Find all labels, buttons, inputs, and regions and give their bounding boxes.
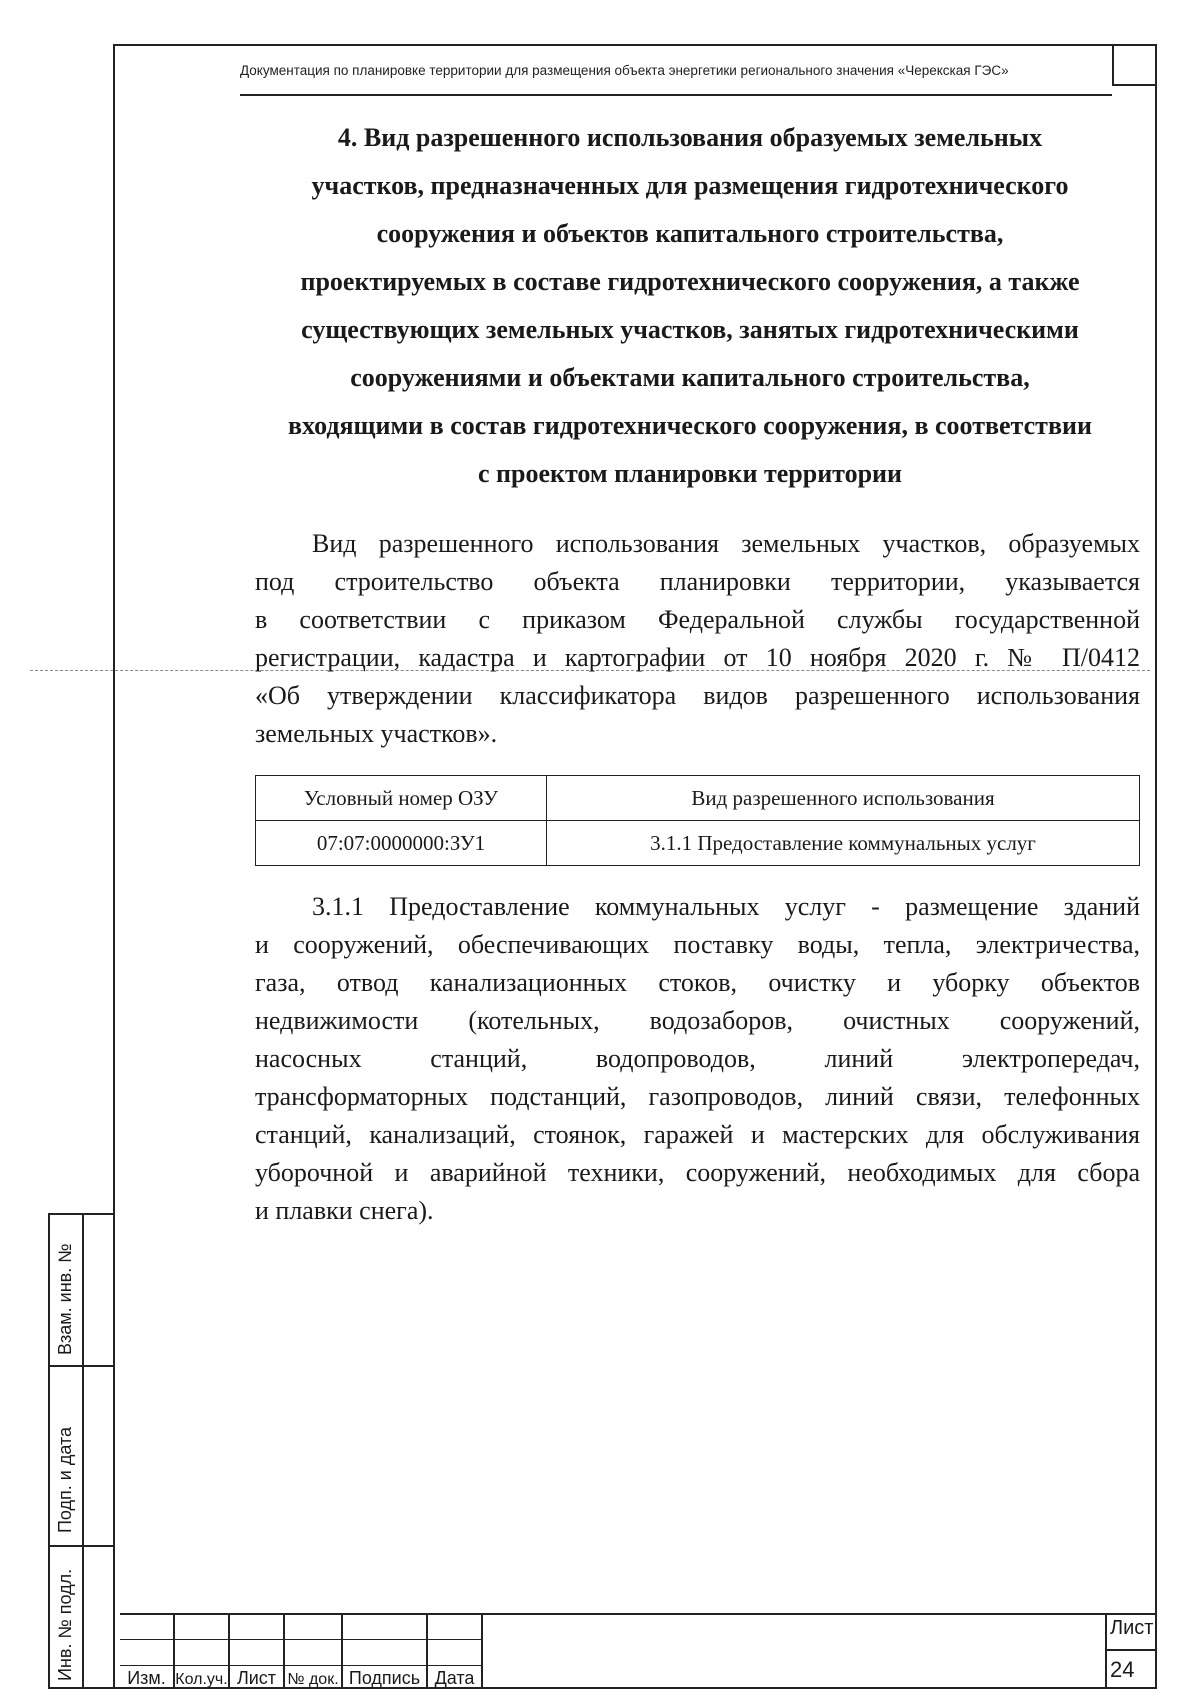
table-header-cell: Условный номер ОЗУ <box>256 776 547 821</box>
side-stamp <box>48 1213 113 1689</box>
paragraph-line: земельных участков». <box>255 719 498 748</box>
title-line: участков, предназначенных для размещения гидротехнического <box>311 171 1069 200</box>
stamp-row-divider <box>120 1639 483 1640</box>
side-label-podp: Подп. и дата <box>55 1426 75 1533</box>
stamp-label-list: Лист <box>236 1668 277 1688</box>
title-line: проектируемых в составе гидротехнического сооружения, а также <box>300 267 1080 296</box>
document-header: Документация по планировке территории для размещения объекта энергетики регионального значения «Черекская ГЭС» <box>240 63 1009 78</box>
paragraph-line: в соответствии с приказом Федеральной службы государственной <box>255 605 1140 634</box>
title-line: входящими в состав гидротехнического сооружения, в соответствии <box>288 411 1092 440</box>
stamp-label-podpis: Подпись <box>348 1668 421 1688</box>
table-header-row <box>256 776 1140 821</box>
title-line: сооружения и объектов капитального строительства, <box>376 219 1004 248</box>
stamp-label-ndok: № док. <box>287 1671 339 1688</box>
table-row <box>256 821 1140 866</box>
title-line: сооружениями и объектами капитального строительства, <box>350 363 1030 392</box>
stamp-label-izm: Изм. <box>127 1668 166 1688</box>
section-title <box>240 114 1140 498</box>
paragraph-line: и плавки снега). <box>255 1196 434 1225</box>
paragraph-line: Вид разрешенного использования земельных участков, образуемых <box>312 529 1140 558</box>
side-label-inv: Инв. № подл. <box>55 1568 75 1681</box>
sheet-label: Лист <box>1110 1617 1154 1639</box>
paragraph-line: уборочной и аварийной техники, сооружений, необходимых для сбора <box>255 1158 1140 1187</box>
stamp-label-kol: Кол.уч. <box>175 1671 228 1688</box>
stamp-col <box>175 1613 230 1689</box>
stamp-col <box>120 1613 175 1689</box>
title-line: существующих земельных участков, занятых гидротехническими <box>301 315 1079 344</box>
paragraph-line: газа, отвод канализационных стоков, очистку и уборку объектов <box>255 968 1140 997</box>
title-line: с проектом планировки территории <box>477 459 903 488</box>
paragraph-line: «Об утверждении классификатора видов разрешенного использования <box>255 681 1140 710</box>
stamp-col <box>343 1613 428 1689</box>
side-label-vzam: Взам. инв. № <box>55 1243 75 1355</box>
paragraph-line: трансформаторных подстанций, газопроводов, линий связи, телефонных <box>255 1082 1140 1111</box>
side-stamp-row-divider <box>50 1365 115 1367</box>
stamp-sheet-row-divider <box>1105 1649 1157 1651</box>
paragraph-line: недвижимости (котельных, водозаборов, очистных сооружений, <box>255 1006 1140 1035</box>
stamp-row-divider <box>120 1665 483 1666</box>
title-line: 4. Вид разрешенного использования образуемых земельных <box>337 123 1043 152</box>
stamp-col <box>230 1613 285 1689</box>
table-cell: 3.1.1 Предоставление коммунальных услуг <box>547 821 1140 866</box>
paragraph-line: станций, канализаций, стоянок, гаражей и мастерских для обслуживания <box>255 1120 1140 1149</box>
stamp-label-data: Дата <box>434 1668 475 1688</box>
side-stamp-divider <box>82 1215 84 1687</box>
paragraph-line: насосных станций, водопроводов, линий электропередач, <box>255 1044 1140 1073</box>
sheet-number: 24 <box>1110 1657 1135 1682</box>
paragraph-line: 3.1.1 Предоставление коммунальных услуг - размещение зданий <box>312 892 1140 921</box>
stamp-col <box>428 1613 483 1689</box>
table-cell: 07:07:0000000:ЗУ1 <box>256 821 547 866</box>
stamp-sheet-divider <box>1105 1613 1107 1689</box>
paragraph-2 <box>255 888 1140 1230</box>
paragraph-line: регистрации, кадастра и картографии от 10 ноября 2020 г. № П/0412 <box>255 643 1140 672</box>
paragraph-line: и сооружений, обеспечивающих поставку воды, тепла, электричества, <box>255 930 1140 959</box>
stamp-col <box>285 1613 343 1689</box>
paragraph-line: под строительство объекта планировки территории, указывается <box>255 567 1140 596</box>
table-header-cell: Вид разрешенного использования <box>547 776 1140 821</box>
header-rule <box>240 94 1112 96</box>
stamp-title-field <box>483 1613 1157 1689</box>
paragraph-1 <box>255 525 1140 753</box>
land-use-table <box>255 775 1140 866</box>
side-stamp-row-divider <box>50 1545 115 1547</box>
